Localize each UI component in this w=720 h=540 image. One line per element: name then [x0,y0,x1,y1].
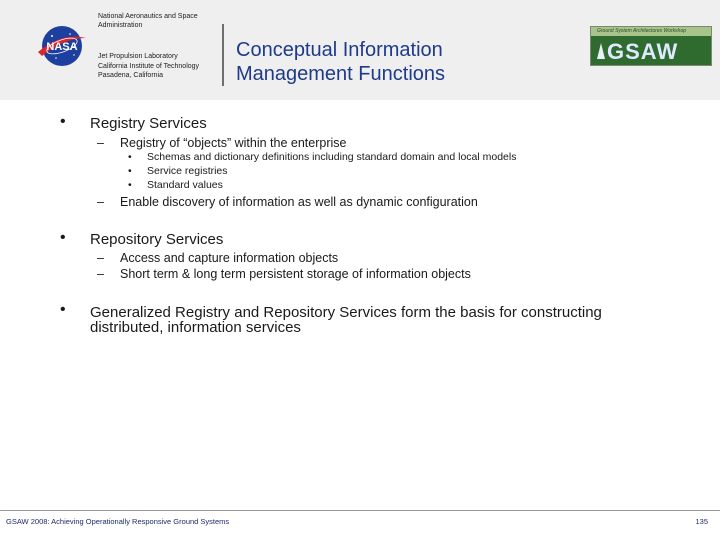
dash-icon: – [97,267,104,281]
org-jpl-line: Jet Propulsion Laboratory [98,53,178,60]
bullet-icon: • [60,229,66,246]
sub-bullet-enable-discovery: Enable discovery of information as well as dynamic configuration [120,195,478,209]
sub-sub-bullet: Service registries [147,165,228,177]
gsaw-logo-strip: Ground System Architectures Workshop [591,27,711,36]
bullet-repository-services: Repository Services [90,231,224,248]
dash-icon: – [97,136,104,150]
bullet-generalized-line-2: distributed, information services [90,319,301,336]
sub-bullet-registry-objects: Registry of “objects” within the enterprise [120,136,347,150]
gsaw-logo-text: GSAW [607,39,679,64]
bullet-icon: • [128,179,132,191]
bullet-generalized-line-1: Generalized Registry and Repository Services form the basis for constructing [90,304,602,321]
bullet-icon: • [60,301,66,318]
slide-title-line: Management Functions [236,63,446,85]
org-name: National Aeronautics and Space Administration [98,13,198,29]
org-jpl-line: California Institute of Technology [98,62,200,70]
dash-icon: – [97,195,104,209]
footer-conference: GSAW 2008: Achieving Operationally Responsive Ground Systems [6,517,230,526]
sub-bullet-access-capture: Access and capture information objects [120,251,339,265]
bullet-registry-services: Registry Services [90,115,207,132]
bullet-icon: • [128,165,132,177]
bullet-icon: • [60,113,66,130]
svg-text:NASA: NASA [46,41,78,53]
sub-sub-bullet: Schemas and dictionary definitions including standard domain and local models [147,151,517,163]
dash-icon: – [97,251,104,265]
sub-bullet-storage: Short term & long term persistent storage of information objects [120,267,471,281]
bullet-icon: • [128,151,132,163]
sub-sub-bullet: Standard values [147,179,223,191]
slide-title-line: Conceptual Information [236,39,443,61]
footer-divider [0,510,720,511]
org-jpl-line: Pasadena, California [98,72,163,79]
page-number: 135 [695,517,708,526]
